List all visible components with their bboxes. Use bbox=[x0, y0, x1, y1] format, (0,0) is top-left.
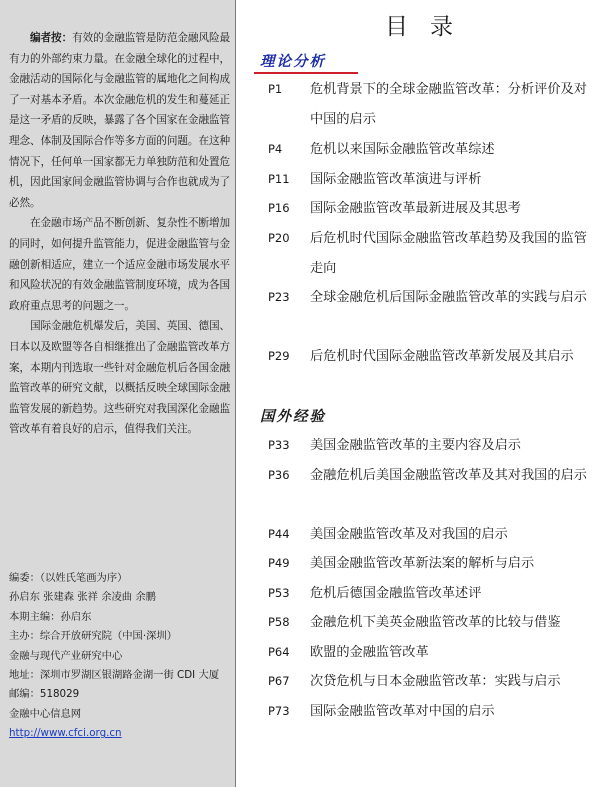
editor-note-paragraph-1 bbox=[9, 28, 230, 213]
toc-page-number: P33 bbox=[268, 438, 290, 452]
editor-note-panel bbox=[0, 0, 236, 787]
toc-entry-title: 国际金融监管改革演进与评析 bbox=[310, 172, 482, 187]
toc-entry-title: 金融危机下美英金融监管改革的比较与借鉴 bbox=[310, 615, 561, 630]
toc-entry-title: 欧盟的金融监管改革 bbox=[310, 645, 429, 660]
chief-editor: 本期主编：孙启东 bbox=[9, 610, 92, 623]
host-organization: 主办：综合开放研究院（中国·深圳） bbox=[9, 630, 178, 643]
editor-note-lead: 编者按： bbox=[30, 32, 73, 44]
section-underline bbox=[254, 72, 358, 74]
toc-page-number: P64 bbox=[268, 645, 290, 659]
toc-page-number: P23 bbox=[268, 290, 290, 304]
toc-entry-title: 危机以来国际金融监管改革综述 bbox=[310, 142, 495, 157]
editor-note bbox=[9, 28, 230, 440]
section-heading-theory: 理论分析 bbox=[260, 53, 326, 70]
masthead bbox=[9, 569, 234, 744]
toc-page-number: P36 bbox=[268, 468, 290, 482]
toc-entry-title: 美国金融监管改革新法案的解析与启示 bbox=[310, 556, 535, 571]
toc-page-number: P1 bbox=[268, 82, 283, 96]
website-link[interactable]: http://www.cfci.org.cn bbox=[9, 727, 122, 740]
toc-entry-title: 危机后德国金融监管改革述评 bbox=[310, 586, 482, 601]
toc-page-number: P44 bbox=[268, 527, 290, 541]
toc-page-number: P11 bbox=[268, 172, 290, 186]
toc-page-number: P67 bbox=[268, 674, 290, 688]
toc-page-number: P16 bbox=[268, 201, 290, 215]
toc-entry-title: 后危机时代国际金融监管改革新发展及其启示 bbox=[310, 349, 574, 364]
toc-entry-title: 后危机时代国际金融监管改革趋势及我国的监管走向 bbox=[310, 231, 587, 276]
toc-page-number: P20 bbox=[268, 231, 290, 245]
toc-page-number: P4 bbox=[268, 142, 283, 156]
address: 地址：深圳市罗湖区银湖路金湖一街 CDI 大厦 bbox=[9, 669, 220, 682]
toc-entry-title: 危机背景下的全球金融监管改革：分析评价及对中国的启示 bbox=[310, 82, 587, 127]
toc-page-number: P49 bbox=[268, 556, 290, 570]
toc-entry-title: 国际金融监管改革最新进展及其思考 bbox=[310, 201, 521, 216]
toc-entry-title: 次贷危机与日本金融监管改革：实践与启示 bbox=[310, 674, 561, 689]
postcode: 邮编：518029 bbox=[9, 688, 80, 701]
section-heading-foreign: 国外经验 bbox=[260, 408, 326, 425]
toc-page-number: P29 bbox=[268, 349, 290, 363]
editors-label: 编委：（以姓氏笔画为序） bbox=[9, 572, 128, 584]
toc-entry-title: 美国金融监管改革的主要内容及启示 bbox=[310, 438, 521, 453]
table-of-contents bbox=[238, 0, 600, 787]
editor-note-paragraph-2: 在金融市场产品不断创新、复杂性不断增加的同时，如何提升监管能力，促进金融监管与金融创新相适应，建立一个适应金融市场发展水平和风险状况的有效金融监管制度环境，成为各国政府重点思考的问题之一。 bbox=[9, 217, 230, 312]
editor-names: 孙启东 张建森 张祥 余凌曲 余鹏 bbox=[9, 591, 156, 604]
editor-note-paragraph-3: 国际金融危机爆发后，美国、英国、德国、日本以及欧盟等各自相继推出了金融监管改革方案，本期内刊选取一些针对金融危机后各国金融监管改革的研究文献，以概括反映全球国际金融监管发展的新趋势。这些研究对我国深化金融监管改革有着良好的启示，值得我们关注。 bbox=[9, 320, 230, 436]
toc-page-number: P73 bbox=[268, 704, 290, 718]
toc-page-number: P58 bbox=[268, 615, 290, 629]
research-center: 金融与现代产业研究中心 bbox=[9, 649, 123, 662]
website-name: 金融中心信息网 bbox=[9, 707, 82, 720]
toc-entry-title: 全球金融危机后国际金融监管改革的实践与启示 bbox=[310, 290, 587, 305]
toc-entry-title: 国际金融监管改革对中国的启示 bbox=[310, 704, 495, 719]
toc-title: 目录 bbox=[385, 14, 475, 40]
editor-note-text-1: 有效的金融监管是防范金融风险最有力的外部约束力量。在金融全球化的过程中，金融活动的国际化与金融监管的属地化之间构成了一对基本矛盾。本次金融危机的发生和蔓延正是这一矛盾的反映，暴露了各个国家在金融监管理念、体制及国际合作等多方面的问题。在这种情况下，任何单一国家都无力单独防范和处置危机，因此国家间金融监管协调与合作也就成为了必然。 bbox=[9, 32, 231, 209]
toc-entry-title: 美国金融监管改革及对我国的启示 bbox=[310, 527, 508, 542]
toc-page-number: P53 bbox=[268, 586, 290, 600]
toc-entry-title: 金融危机后美国金融监管改革及其对我国的启示 bbox=[310, 468, 587, 483]
